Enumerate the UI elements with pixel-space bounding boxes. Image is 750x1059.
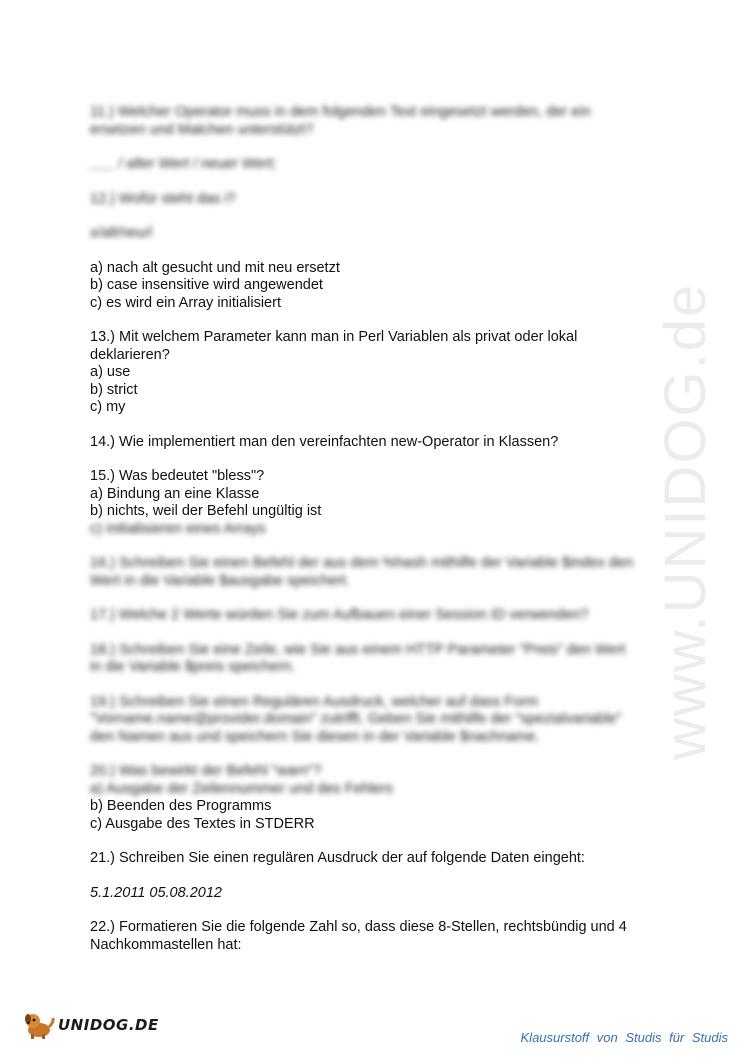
question-15-option-b: b) nichts, weil der Befehl ungültig ist <box>90 503 322 519</box>
question-14: 14.) Wie implementiert man den vereinfachten new-Operator in Klassen? <box>90 433 559 450</box>
logo-text: UNIDOG.DE <box>58 1016 159 1034</box>
unidog-logo[interactable] <box>22 1010 159 1040</box>
watermark: www.UNIDOG.de <box>653 282 718 760</box>
question-20: 20.) Was bewirkt der Befehl "warn"? <box>90 763 322 779</box>
question-17: 17.) Welche 2 Werte würden Sie zum Aufbauen einer Session ID verwenden? <box>90 607 589 623</box>
question-19-line-3: den Namen aus und speichern Sie diesen in der Variable $nachname. <box>90 728 540 745</box>
question-18-line-1: 18.) Schreiben Sie eine Zeile, wie Sie aus einem HTTP Parameter "Preis" den Wert <box>90 641 626 658</box>
question-15-option-a: a) Bindung an eine Klasse <box>90 485 260 502</box>
question-22-line-2: Nachkommastellen hat: <box>90 936 242 953</box>
question-15: 15.) Was bedeutet "bless"? <box>90 468 265 484</box>
question-12-option-b: b) case insensitive wird angewendet <box>90 277 323 293</box>
question-21-data: 5.1.2011 05.08.2012 <box>90 884 222 901</box>
question-18-line-2: in die Variable $preis speichern. <box>90 659 296 675</box>
question-12-code: s/alt/neu/i <box>90 225 153 241</box>
question-19-line-2: "Vorname.name@provider.domain" zutrifft. Geben Sie mithilfe der "spezialvariable" <box>90 711 622 727</box>
question-13-option-a: a) use <box>90 364 131 380</box>
question-13-option-c: c) my <box>90 399 126 415</box>
question-11-line-2: ersetzen und Matchen unterstützt? <box>90 121 314 138</box>
question-11-code: ___ / alter Wert / neuer Wert; <box>90 156 277 172</box>
question-16-line-1: 16.) Schreiben Sie einen Befehl der aus dem %hash mithilfe der Variable $index den <box>90 555 634 571</box>
question-13-line-2: deklarieren? <box>90 346 170 363</box>
question-13-option-b: b) strict <box>90 381 138 398</box>
question-11-line-1: 11.) Welcher Operator muss in dem folgenden Text eingesetzt werden, der ein <box>90 104 591 120</box>
question-21: 21.) Schreiben Sie einen regulären Ausdruck der auf folgende Daten eingeht: <box>90 850 585 866</box>
question-20-option-a: a) Ausgabe der Zeilennummer und des Fehlers <box>90 780 394 797</box>
question-12-option-c: c) es wird ein Array initialisiert <box>90 294 281 311</box>
question-19-line-1: 19.) Schreiben Sie einen Regulären Ausdruck, welcher auf dass Form <box>90 693 539 710</box>
question-12: 12.) Wofür steht das i? <box>90 190 236 207</box>
document-body <box>90 104 670 954</box>
question-15-option-c: c) initialisieren eines Arrays <box>90 520 266 537</box>
question-20-option-c: c) Ausgabe des Textes in STDERR <box>90 815 315 832</box>
dog-icon <box>22 1010 56 1040</box>
question-12-option-a: a) nach alt gesucht und mit neu ersetzt <box>90 259 340 276</box>
question-22-line-1: 22.) Formatieren Sie die folgende Zahl so, dass diese 8-Stellen, rechtsbündig und 4 <box>90 919 627 935</box>
question-20-option-b: b) Beenden des Programms <box>90 798 272 814</box>
question-13-line-1: 13.) Mit welchem Parameter kann man in Perl Variablen als privat oder lokal <box>90 329 578 345</box>
question-16-line-2: Wert in die Variable $ausgabe speichert. <box>90 572 350 589</box>
footer-tagline: Klausurstoff von Studis für Studis <box>520 1030 728 1045</box>
